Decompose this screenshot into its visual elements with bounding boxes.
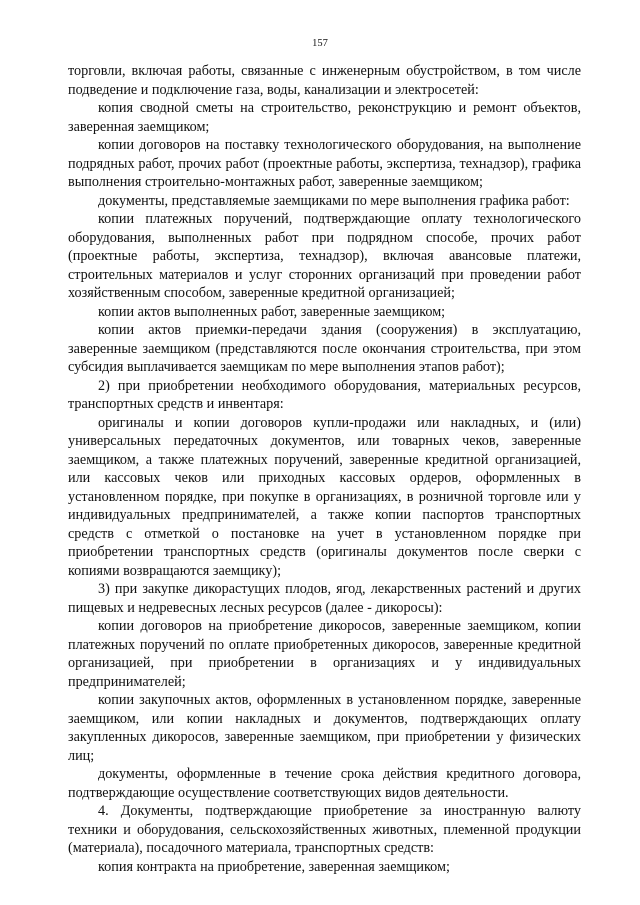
paragraph: документы, представляемые заемщиками по мере выполнения графика работ: [98, 192, 570, 209]
paragraph: копии закупочных актов, оформленных в установленном порядке, заверенные заемщиком, или копии накладных и документов, подтверждающих оплату закупленных дикоросов, заверенные заемщиком, при приобретении у физических лиц; [68, 692, 581, 764]
paragraph: копия контракта на приобретение, заверенная заемщиком; [98, 858, 450, 875]
paragraph: документы, оформленные в течение срока действия кредитного договора, подтверждающие осуществление соответствующих видов деятельности. [68, 766, 581, 801]
paragraph: 2) при приобретении необходимого оборудования, материальных ресурсов, транспортных средств и инвентаря: [68, 377, 581, 412]
paragraph: торговли, включая работы, связанные с инженерным обустройством, в том числе подведение и подключение газа, воды, канализации и электросетей: [68, 63, 581, 98]
paragraph: 3) при закупке дикорастущих плодов, ягод, лекарственных растений и других пищевых и недревесных лесных ресурсов (далее - дикоросы): [68, 581, 581, 616]
paragraph: копии договоров на приобретение дикоросов, заверенные заемщиком, копии платежных поручений по оплате приобретенных дикоросов, заверенные кредитной организацией, при приобретении в организациях и у индивидуальных предпринимателей; [68, 618, 581, 690]
paragraph: 4. Документы, подтверждающие приобретение за иностранную валюту техники и оборудования, сельскохозяйственных животных, племенной продукции (материала), посадочного материала, транспортных средств: [68, 803, 581, 856]
paragraph: копии актов приемки-передачи здания (сооружения) в эксплуатацию, заверенные заемщиком (представляются после окончания строительства, при этом субсидия выплачивается заемщикам по мере выполнения этапов работ); [68, 322, 581, 375]
page-number: 157 [312, 38, 328, 49]
paragraph: копии актов выполненных работ, заверенные заемщиком; [98, 303, 446, 320]
paragraph: копии договоров на поставку технологического оборудования, на выполнение подрядных работ, прочих работ (проектные работы, экспертиза, технадзор), графика выполнения строительно-монтажных работ, заверенные заемщиком; [68, 137, 581, 190]
paragraph: оригиналы и копии договоров купли-продажи или накладных, и (или) универсальных передаточных документов, или товарных чеков, заверенные заемщиком, а также платежных поручений, заверенные кредитной организацией, или кассовых чеков или приходных кассовых ордеров, оформленных в установленном порядке, при покупке в организациях, в розничной торговле или у индивидуальных предпринимателей, а также копии паспортов транспортных средств с отметкой о постановке на учет в установленном порядке при приобретении транспортных средств (оригиналы документов после сверки с копиями возвращаются заемщику); [68, 414, 581, 579]
paragraph: копия сводной сметы на строительство, реконструкцию и ремонт объектов, заверенная заемщиком; [68, 100, 581, 135]
document-body [68, 62, 581, 876]
paragraph: копии платежных поручений, подтверждающие оплату технологического оборудования, выполненных работ при подрядном способе, прочих работ (проектные работы, экспертиза, технадзор), включая авансовые платежи, строительных материалов и услуг сторонних организаций при проведении работ хозяйственным способом, заверенные кредитной организацией; [68, 211, 581, 301]
